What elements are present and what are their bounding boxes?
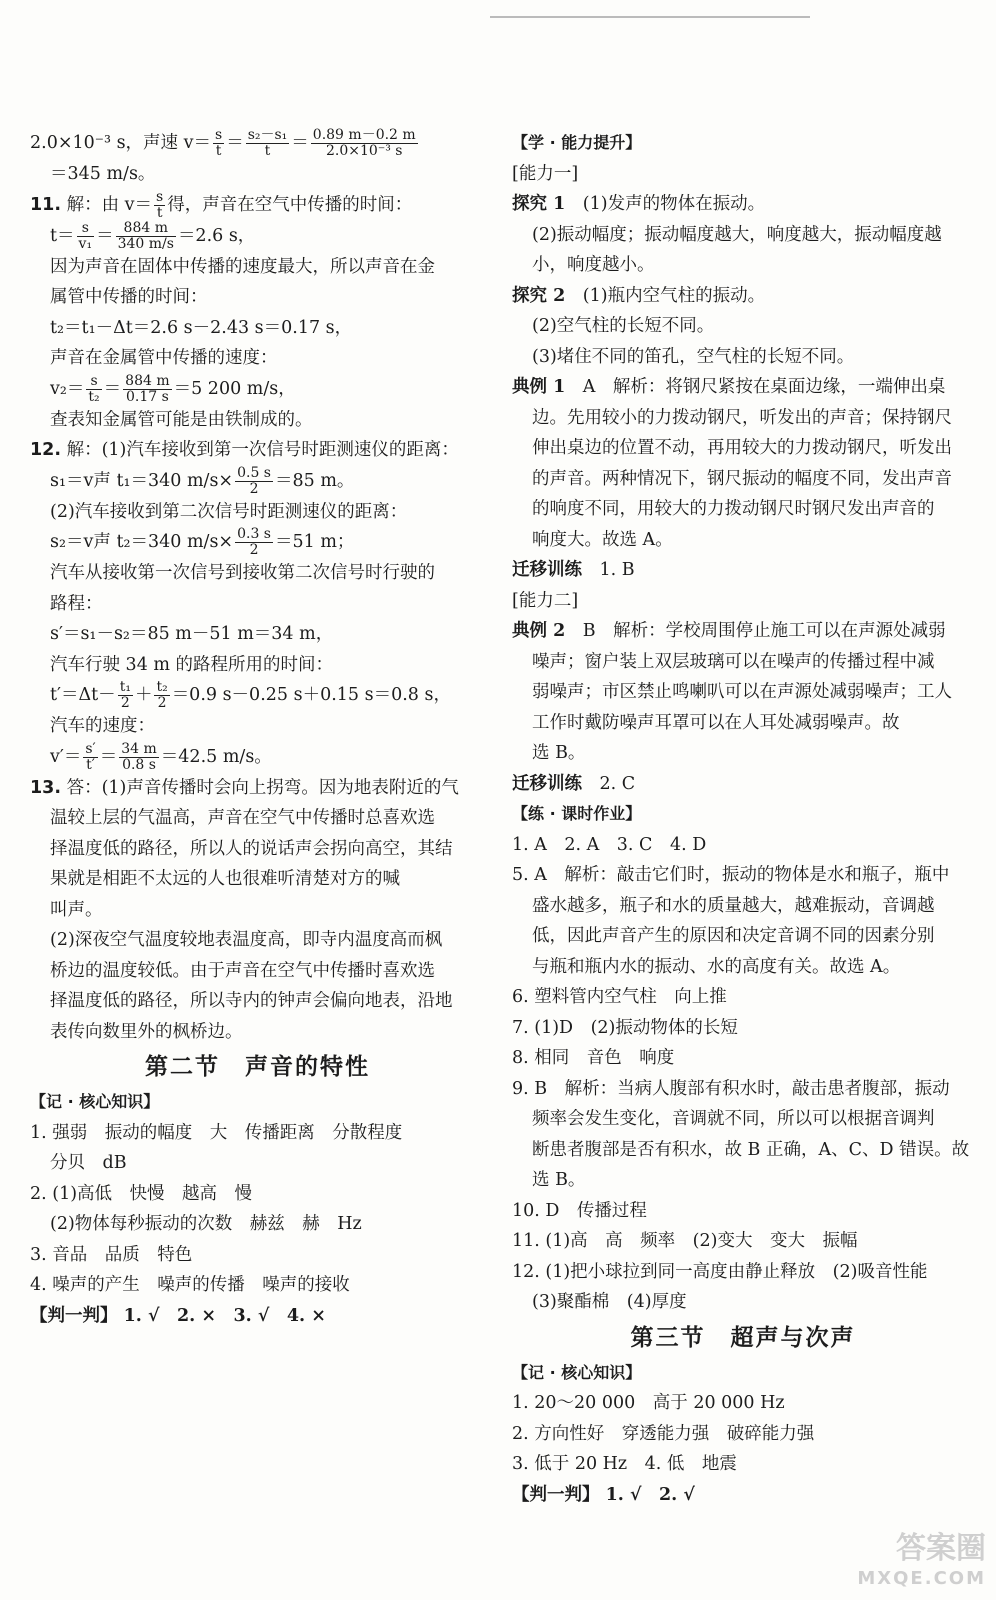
right-column (512, 128, 974, 1510)
fraction: $\frac{s}{t}$ (215, 127, 223, 159)
text-line: 汽车从接收第一次信号到接收第二次信号时行驶的 (50, 563, 435, 583)
question-13: 13. 答：(1)声音传播时会向上拐弯。因为地表附近的气 (30, 773, 485, 804)
answer-line: 5. A 解析：敲击它们时，振动的物体是水和瓶子，瓶中 (512, 865, 950, 885)
text-line: 属管中传播的时间： (50, 287, 208, 307)
label: 典例 1 (512, 377, 566, 397)
text-line: 与瓶和瓶内水的振动、水的高度有关。故选 A。 (532, 956, 901, 977)
text-line: t₂＝t₁－Δt＝2.6 s－2.43 s＝0.17 s， (50, 317, 353, 338)
answer-line: 3. 音品 品质 特色 (30, 1244, 193, 1265)
watermark-logo: 答案圈 MXQE.COM (857, 1531, 986, 1589)
explore-2: 探究 2 (1)瓶内空气柱的振动。 (512, 285, 766, 306)
text-line: 查表知金属管可能是由铁制成的。 (50, 409, 313, 430)
answer-line: 2. 方向性好 穿透能力强 破碎能力强 (512, 1423, 815, 1444)
label: 探究 1 (512, 194, 566, 214)
fraction: $\frac{s'}{t'}$ (85, 740, 96, 773)
question-11: 11. 解：由 v＝ $\frac{s}{t}$ 得，声音在空气中传播的时间： (30, 188, 413, 221)
fraction: $\frac{s}{\text{v₁}}$ (78, 219, 93, 252)
text-line: 的声音。两种情况下，钢尺振动的幅度不同，发出声音 (532, 468, 952, 489)
text-line: (3)聚酯棉 (4)厚度 (532, 1292, 687, 1312)
transfer-1: 迁移训练 1. B (512, 560, 635, 580)
answer-line: 11. (1)高 高 频率 (2)变大 变大 振幅 (512, 1231, 858, 1251)
fraction: $\frac{0.89 m-0.2 m}{\text{2.0×10⁻³ s}}$ (312, 127, 416, 159)
text-line: 表传向数里外的枫桥边。 (50, 1021, 243, 1042)
fraction: $\frac{884 m}{0.17 s}$ (125, 372, 170, 405)
text-line: 果就是相距不太远的人也很难听清楚对方的喊 (50, 869, 400, 889)
fraction: $\frac{\text{t₂}}{2}$ (156, 679, 168, 711)
label: 典例 2 (512, 621, 566, 641)
answer-line: 4. 噪声的产生 噪声的传播 噪声的接收 (30, 1275, 350, 1295)
text-line: 叫声。 (50, 899, 103, 920)
fraction: $\frac{s}{t}$ (156, 188, 164, 221)
fraction: $\frac{0.5 s}{2}$ (237, 464, 271, 497)
answer-line: 9. B 解析：当病人腹部有积水时，敲击患者腹部，振动 (512, 1078, 950, 1099)
ability-label: [能力二] (512, 590, 579, 611)
question-number: 11. (30, 194, 62, 215)
text-line: s′＝s₁－s₂＝85 m－51 m＝34 m， (50, 624, 334, 644)
text-line: 因为声音在固体中传播的速度最大，所以声音在金 (50, 256, 435, 277)
judge-line: 【判一判】 1. √ 2. √ (512, 1484, 695, 1505)
fraction: $\frac{884 m}{340 m/s}$ (117, 219, 174, 252)
text: 2.0×10⁻³ s，声速 v＝ (30, 133, 212, 153)
fraction: $\frac{34 m}{0.8 s}$ (121, 740, 157, 773)
section-header: 【记 · 核心知识】 (30, 1092, 160, 1111)
text-line: 伸出桌边的位置不动，再用较大的力拨动钢尺，听发出 (532, 438, 952, 458)
question-number: 12. (30, 440, 62, 460)
text-line: 择温度低的路径，所以寺内的钟声会偏向地表，沿地 (50, 991, 453, 1011)
text-line: 边。先用较小的力拨动钢尺，听发出的声音；保持钢尺 (532, 407, 952, 428)
answer-line: 10. D 传播过程 (512, 1200, 647, 1221)
answer-line: 1. 强弱 振动的幅度 大 传播距离 分散程度 (30, 1122, 403, 1143)
answer-line: (2)物体每秒振动的次数 赫兹 赫 Hz (50, 1214, 362, 1234)
text-line: 响度大。故选 A。 (532, 529, 673, 550)
text-line: 声音在金属管中传播的速度： (50, 348, 278, 368)
answer-line: 12. (1)把小球拉到同一高度由静止释放 (2)吸音性能 (512, 1261, 928, 1282)
transfer-2: 迁移训练 2. C (512, 773, 636, 794)
answer-line: 1. 20～20 000 高于 20 000 Hz (512, 1393, 785, 1413)
fraction: $\frac{\text{s₂－s₁}}{t}$ (247, 127, 288, 159)
text-line: 汽车行驶 34 m 的路程所用的时间： (50, 654, 334, 675)
section-header: 【记 · 核心知识】 (512, 1362, 642, 1382)
text-line: 断患者腹部是否有积水，故 B 正确，A、C、D 错误。故 (532, 1139, 970, 1160)
left-column (30, 128, 485, 1331)
text-line: 桥边的温度较低。由于声音在空气中传播时喜欢选 (50, 960, 435, 981)
judge-line: 【判一判】 1. √ 2. × 3. √ 4. × (30, 1305, 326, 1326)
example-2: 典例 2 B 解析：学校周围停止施工可以在声源处减弱 (512, 621, 946, 641)
section-header: 【练 · 课时作业】 (512, 804, 642, 823)
label: 迁移训练 (512, 773, 582, 794)
example-1: 典例 1 A 解析：将钢尺紧按在桌面边缘，一端伸出桌 (512, 377, 946, 397)
text-line: (2)深夜空气温度较地表温度高，即寺内温度高而枫 (50, 930, 443, 950)
text-line: 汽车的速度： (50, 716, 155, 736)
formula-line: s₂＝v声 t₂＝340 m/s× $\frac{0.3 s}{2}$ ＝51 m； (50, 526, 355, 558)
text-line: 弱噪声；市区禁止鸣喇叭可以在声源处减弱噪声；工人 (532, 682, 952, 702)
fraction: $\frac{s}{\text{t₂}}$ (88, 372, 100, 405)
text-line: 工作时戴防噪声耳罩可以在人耳处减弱噪声。故 (532, 712, 900, 733)
answer-line: 2. (1)高低 快慢 越高 慢 (30, 1183, 253, 1204)
answer-line: 分贝 dB (50, 1153, 127, 1173)
formula-line: t＝ $\frac{s}{\text{v₁}}$ ＝ $\frac{884 m}{340 m/s}$ ＝2.6 s， (50, 219, 256, 252)
text-line: 择温度低的路径，所以人的说话声会拐向高空，其结 (50, 838, 453, 859)
ability-label: [能力一] (512, 163, 579, 184)
text-line: 小，响度越小。 (532, 255, 655, 275)
text-line: 路程： (50, 593, 103, 614)
section-header: 【学 · 能力提升】 (512, 133, 642, 152)
text-line: (2)汽车接收到第二次信号时距测速仪的距离： (50, 501, 408, 522)
section-title: 第三节 超声与次声 (630, 1323, 856, 1351)
label: 探究 2 (512, 285, 566, 306)
header-rule (490, 16, 810, 18)
text-line: 温较上层的气温高，声音在空气中传播时总喜欢选 (50, 808, 435, 828)
formula-line: 2.0×10⁻³ s，声速 v＝ $\frac{s}{t}$ ＝ $\frac{\text{s₂－s₁}}{t}$ ＝ $\frac{0.89 m-0.2 m}{\text{2.0×10⁻³ s}}$ (30, 127, 416, 159)
section-title: 第二节 声音的特性 (145, 1053, 370, 1080)
formula-line: s₁＝v声 t₁＝340 m/s× $\frac{0.5 s}{2}$ ＝85 m。 (50, 464, 355, 497)
answer-line: 8. 相同 音色 响度 (512, 1048, 675, 1068)
formula-line: t′＝Δt－ $\frac{\text{t₁}}{2}$ ＋ $\frac{\text{t₂}}{2}$ ＝0.9 s－0.25 s＋0.15 s＝0.8 s， (50, 679, 451, 711)
explore-1: 探究 1 (1)发声的物体在振动。 (512, 194, 766, 214)
text-line: (2)振动幅度；振动幅度越大，响度越大，振动幅度越 (532, 224, 942, 245)
text-line: 频率会发生变化，音调就不同，所以可以根据音调判 (532, 1109, 935, 1129)
text-line: 盛水越多，瓶子和水的质量越大，越难振动，音调越 (532, 895, 935, 916)
text-line: 低，因此声音产生的原因和决定音调不同的因素分别 (532, 926, 935, 946)
text-line: (2)空气柱的长短不同。 (532, 316, 715, 336)
text-line: 的响度不同，用较大的力拨动钢尺时钢尺发出声音的 (532, 499, 935, 519)
question-number: 13. (30, 777, 62, 798)
fraction: $\frac{0.3 s}{2}$ (237, 526, 271, 558)
question-12: 12. 解：(1)汽车接收到第一次信号时距测速仪的距离： (30, 435, 485, 466)
text-line: (3)堵住不同的笛孔，空气柱的长短不同。 (532, 346, 855, 367)
answer-line: 7. (1)D (2)振动物体的长短 (512, 1017, 738, 1038)
formula-line: v₂＝ $\frac{s}{\text{t₂}}$ ＝ $\frac{884 m}{0.17 s}$ ＝5 200 m/s， (50, 372, 296, 405)
text-line: 选 B。 (532, 743, 586, 763)
answer-line: 6. 塑料管内空气柱 向上推 (512, 987, 727, 1007)
text-line: ＝345 m/s。 (50, 164, 156, 184)
fraction: $\frac{\text{t₁}}{2}$ (119, 679, 131, 711)
text-line: 选 B。 (532, 1170, 586, 1190)
formula-line: v′＝ $\frac{s'}{t'}$ ＝ $\frac{34 m}{0.8 s}$ ＝42.5 m/s。 (50, 740, 272, 773)
answer-line: 3. 低于 20 Hz 4. 低 地震 (512, 1454, 737, 1474)
label: 迁移训练 (512, 560, 582, 580)
answer-line: 1. A 2. A 3. C 4. D (512, 834, 707, 855)
text-line: 噪声；窗户装上双层玻璃可以在噪声的传播过程中减 (532, 651, 935, 672)
